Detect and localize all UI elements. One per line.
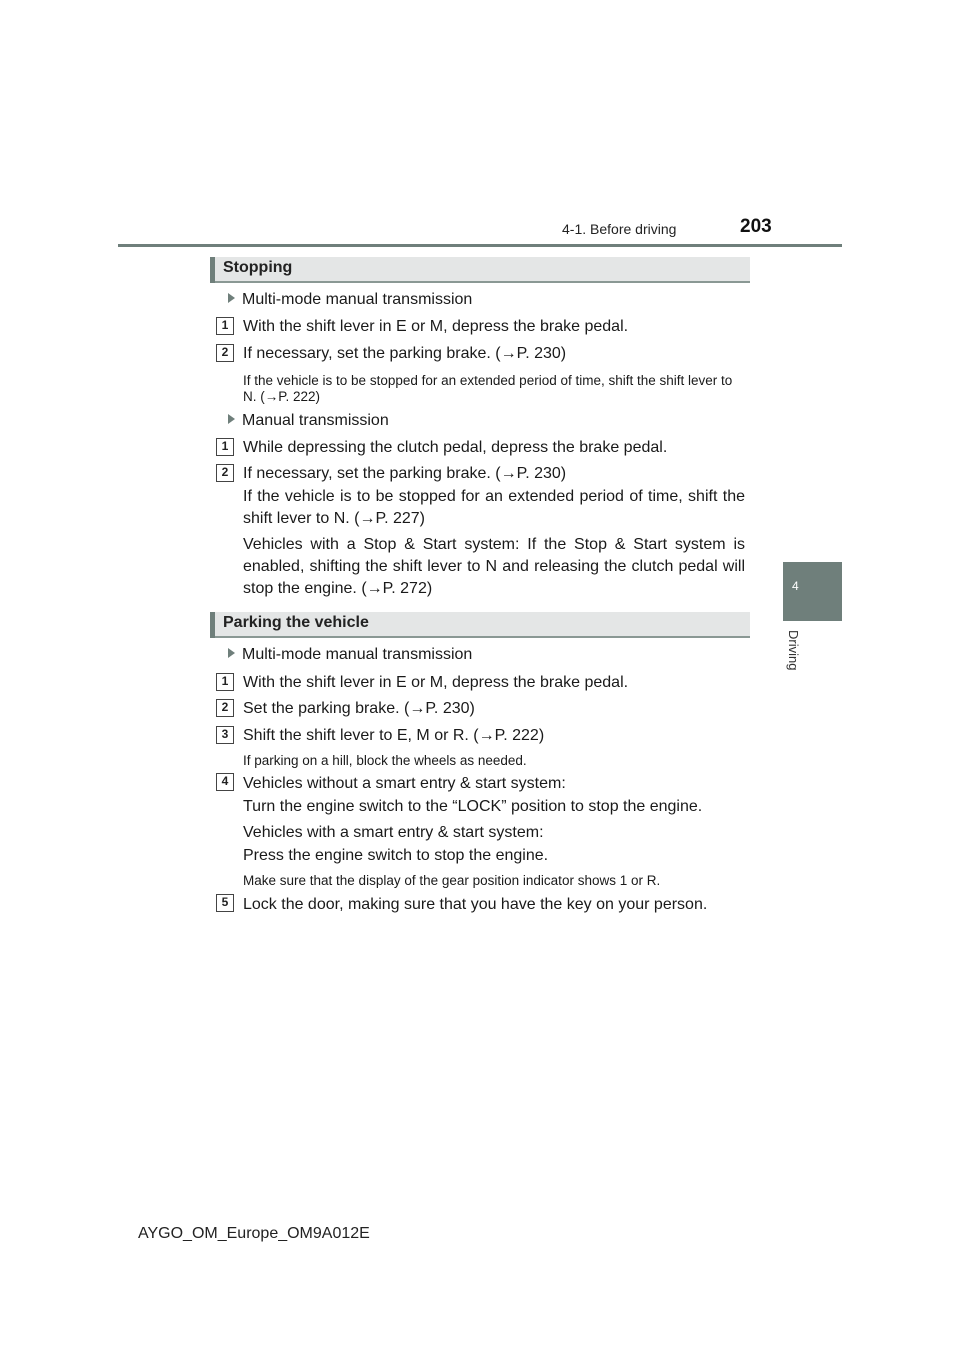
triangle-bullet-icon (228, 293, 235, 303)
subheading-multi-mode (228, 289, 472, 311)
step-text-continued: Press the engine switch to stop the engine. (243, 847, 549, 864)
step-text-continued: Turn the engine switch to the “LOCK” position to stop the engine. (243, 798, 703, 815)
subheading-label: Multi-mode manual transmission (242, 291, 473, 308)
step-text: With the shift lever in E or M, depress the brake pedal. (243, 674, 629, 691)
header-divider (118, 244, 842, 247)
step-text: While depressing the clutch pedal, depress the brake pedal. (243, 439, 668, 456)
chapter-number: 4 (792, 579, 799, 593)
step-number-badge: 1 (216, 673, 234, 691)
header-section-title: 4-1. Before driving (562, 221, 677, 237)
chapter-title: Driving (786, 630, 801, 671)
step-text: Lock the door, making sure that you have the key on your person. (243, 896, 708, 913)
chapter-tab (783, 562, 842, 621)
step-number-badge: 3 (216, 726, 234, 744)
triangle-bullet-icon (228, 648, 235, 658)
step-text: Shift the shift lever to E, M or R. (→P. 222) (243, 727, 545, 744)
step-note: If the vehicle is to be stopped for an extended period of time, shift the shift lever to N. (→P. 222) (243, 373, 733, 404)
step-text: If necessary, set the parking brake. (→P. 230) (243, 345, 567, 362)
step-text-continued: Vehicles with a Stop & Start system: If the Stop & Start system is enabled, shifting the shift lever to N and releasing the clutch pedal will stop the engine. (→P. 272) (243, 536, 745, 597)
section-heading-parking (210, 612, 750, 638)
step-number-badge: 4 (216, 773, 234, 791)
step-number-badge: 2 (216, 344, 234, 362)
step-text-continued: Vehicles with a smart entry & start system: (243, 824, 544, 841)
subheading-manual (228, 410, 389, 432)
step-text: If necessary, set the parking brake. (→P. 230) (243, 465, 567, 482)
document-id: AYGO_OM_Europe_OM9A012E (138, 1225, 370, 1242)
subheading-label: Manual transmission (242, 412, 389, 429)
subheading-multi-mode (228, 644, 472, 666)
step-number-badge: 2 (216, 699, 234, 717)
step-text: Set the parking brake. (→P. 230) (243, 700, 475, 717)
step-text-continued: If the vehicle is to be stopped for an extended period of time, shift the shift lever to N. (→P. 227) (243, 488, 745, 527)
step-number-badge: 5 (216, 894, 234, 912)
section-heading-stopping (210, 257, 750, 283)
triangle-bullet-icon (228, 414, 235, 424)
step-note: If parking on a hill, block the wheels as needed. (243, 753, 527, 768)
section-title: Stopping (223, 259, 293, 276)
section-title: Parking the vehicle (223, 614, 369, 631)
step-number-badge: 1 (216, 438, 234, 456)
step-note: Make sure that the display of the gear position indicator shows 1 or R. (243, 873, 661, 888)
step-number-badge: 1 (216, 317, 234, 335)
page-number: 203 (740, 216, 772, 237)
step-number-badge: 2 (216, 464, 234, 482)
step-text: Vehicles without a smart entry & start system: (243, 775, 566, 792)
step-text: With the shift lever in E or M, depress the brake pedal. (243, 318, 629, 335)
subheading-label: Multi-mode manual transmission (242, 646, 473, 663)
